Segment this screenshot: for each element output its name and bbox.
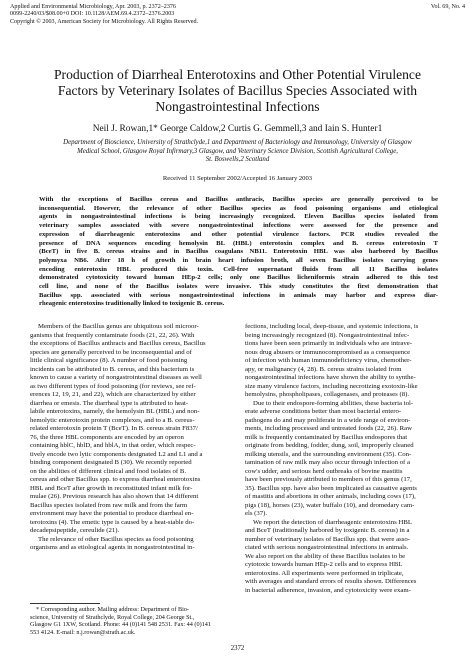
affiliation-line: St. Boswells,2 Scotland <box>205 156 270 164</box>
body-column-right <box>245 323 453 595</box>
affiliation-line: Department of Bioscience, University of Strathclyde,1 and Department of Bacteriology and Immunology, University of Glasgow <box>63 139 412 146</box>
body-line: ganisms that frequently contaminate foods (21, 22, 26). With <box>30 331 195 339</box>
body-line: labile enterotoxins, namely, the hemolysin BL (HBL) and non- <box>30 408 200 415</box>
body-line: related enterotoxin protein T (BceT). In B. cereus strain F837/ <box>30 425 198 432</box>
body-line: Bacillus species isolated from raw milk and from the farm <box>30 501 188 509</box>
body-line: on the abilities of different clinical and food isolates of B. <box>30 467 187 475</box>
abstract-line: Bacillus spp. associated with serious nongastrointestinal infections in animals may harbor and express diar- <box>39 291 438 299</box>
body-line: milking utensils, and the surrounding environment (35). Con- <box>245 450 412 458</box>
abstract-line: presence of DNA sequences encoding hemolysin BL (HBL) enterotoxin complex and B. cereus enterotoxin T <box>39 239 438 247</box>
body-line: with averages and standard errors of results shown. Differences <box>245 578 417 585</box>
body-line: being increasingly recognized (8). Nongastrointestinal infec- <box>245 331 410 339</box>
abstract-line: (BceT) in five B. cereus strains and in Bacillus coagulans NB11. Enterotoxin HBL was also harbored by Bacillus <box>39 248 438 256</box>
body-line: decadepsipeptide, cereulide (21). <box>30 527 120 534</box>
title-line: Production of Diarrheal Enterotoxins and Other Potential Virulence <box>54 67 421 82</box>
abstract-line: polymyxa NB6. After 18 h of growth in brain heart infusion broth, all seven Bacillus isolates carrying genes <box>39 256 438 264</box>
body-column-left <box>30 323 238 553</box>
abstract-line: agents in nongastrointestinal infections is being increasingly recognized. Eleven Bacillus species isolated from <box>39 213 438 221</box>
abstract-line: With the exceptions of Bacillus cereus and Bacillus anthracis, Bacillus species are generally perceived to be <box>39 196 438 203</box>
body-line: number of veterinary isolates of Bacillus spp. that were asso- <box>245 535 410 543</box>
page-number: 2372 <box>230 645 245 652</box>
body-line: els (37). <box>245 510 268 517</box>
abstract <box>39 196 438 309</box>
body-line: fections, including local, deep-tissue, and systemic infections, is <box>245 323 419 330</box>
body-line: erate adverse conditions better than most bacterial entero- <box>245 408 402 415</box>
copyright-notice: Copyright © 2003, American Society for Microbiology. All Rights Reserved. <box>10 18 199 25</box>
body-line: known to cause a variety of nongastrointestinal diseases as well <box>30 374 202 381</box>
body-line: pigs (18), horses (23), water buffalo (10), and dromedary cam- <box>245 501 415 509</box>
abstract-line: expression of diarrheagenic enterotoxins and other potential virulence factors. PCR studies revealed the <box>39 230 438 238</box>
volume-issue: Vol. 69, No. 4 <box>430 4 465 10</box>
footnote-divider <box>30 603 100 604</box>
body-line: tions have been seen primarily in individuals who are intrave- <box>245 340 413 347</box>
body-line: We also report on the ability of these Bacillus isolates to be <box>245 552 406 560</box>
body-line: Members of the Bacillus genus are ubiquitous soil microor- <box>38 323 199 330</box>
body-line: the exceptions of Bacillus anthracis and Bacillus cereus, Bacillus <box>30 340 206 347</box>
footnote-line: Glasgow G1 1XW, Scotland. Phone: 44 (0)141 548 2531. Fax: 44 (0)141 <box>30 621 211 629</box>
author-list: Neil J. Rowan,1* George Caldow,2 Curtis G. Gemmell,3 and Iain S. Hunter1 <box>92 124 383 134</box>
footnote-line: 553 4124. E-mail: n.j.rowan@strath.ac.uk. <box>30 628 136 636</box>
body-line: erences 12, 19, 21, and 22), which are characterized by either <box>30 391 196 398</box>
abstract-line: veterinary samples associated with severe nongastrointestinal infections were assessed for the presence and <box>39 222 438 230</box>
body-line: We report the detection of diarrheagenic enterotoxins HBL <box>253 518 412 526</box>
abstract-line: cell line, and none of the Bacillus isolates were invasive. This study constitutes the first demonstration that <box>39 283 438 291</box>
affiliations <box>25 139 450 165</box>
body-line: nongastrointestinal infections have shown the ability to synthe- <box>245 374 416 381</box>
body-line: binding component designated B (30). We recently reported <box>30 459 192 466</box>
body-line: 76, the three HBL components are encoded by an operon <box>30 433 184 441</box>
body-line: in bacterial adherence, invasion, and cytotoxicity were exam- <box>245 586 411 594</box>
body-line: HBL and BceT after growth in reconstituted infant milk for- <box>30 484 193 492</box>
body-line: hemolytic enterotoxin protein complexes, and to a B. cereus- <box>30 416 195 424</box>
body-line: hemolysins, phospholipases, collagenases, and proteases (8). <box>245 391 410 398</box>
journal-header <box>10 4 465 26</box>
body-line: size many virulence factors, including necrotizing exotoxin-like <box>245 382 418 390</box>
body-line: cytotoxic towards human HEp-2 cells and to express HBL <box>245 561 403 568</box>
body-line: enterotoxins. All experiments were performed in triplicate, <box>245 569 404 577</box>
abstract-line: encoding enterotoxin HBL produced this toxin. Cell-free supernatant fluids from all 11 Bacillus isolates <box>39 265 438 273</box>
body-line: containing hblC, hblD, and hblA, in that order, which respec- <box>30 442 196 449</box>
abstract-line: rheagenic enterotoxins traditionally linked to toxigenic B. cereus. <box>39 300 225 308</box>
issn-doi: 0099-2240/03/$08.00+0 DOI: 10.1128/AEM.69.4.2372–2376.2003 <box>10 11 175 18</box>
body-line: of mastitis and abortions in other animals, including cows (17), <box>245 493 416 500</box>
body-line: apy, or malignancy (4, 28). B. cereus strains isolated from <box>245 365 402 373</box>
body-line: diarrhea or emesis. The diarrheal type is attributed to heat- <box>30 399 189 407</box>
article-title <box>15 67 460 115</box>
body-line: species are generally perceived to be inconsequential and of <box>30 348 192 356</box>
body-line: terotoxins (4). The emetic type is caused by a heat-stable do- <box>30 518 195 526</box>
title-line: Nongastrointestinal Infections <box>155 99 320 114</box>
body-line: nous drug abusers or immunocompromised as a consequence <box>245 348 411 356</box>
footnote-line: * Corresponding author. Mailing address: Department of Bio- <box>36 606 189 613</box>
body-line: tively encode two lytic components designated L2 and L1 and a <box>30 450 203 458</box>
journal-citation: Applied and Environmental Microbiology, Apr. 2003, p. 2372–2376 <box>10 4 176 10</box>
body-line: incidents can be attributed to B. cereus, and this bacterium is <box>30 365 195 373</box>
body-line: ments, including processed and untreated foods (22, 26). Raw <box>245 425 413 432</box>
title-line: Factors by Veterinary Isolates of Bacillus Species Associated with <box>57 83 418 98</box>
abstract-line: inconsequential. However, the relevance of other Bacillus species as food poisoning organisms and etiological <box>39 204 438 212</box>
body-line: originate from bedding, fodder, dung, soil, improperly cleaned <box>245 442 414 449</box>
body-line: of infection with human immunodeficiency virus, chemother- <box>245 357 412 364</box>
body-line: 35). Bacillus spp. have also been implicated as causative agents <box>245 484 417 492</box>
affiliation-line: Medical School, Glasgow Royal Infirmary,3 Glasgow, and Veterinary Science Division, Scottish Agricultural College, <box>77 147 398 155</box>
body-line: as two different types of food poisoning (for reviews, see ref- <box>30 382 196 390</box>
body-line: cow's udder, and serious herd outbreaks of bovine mastitis <box>245 467 403 475</box>
body-line: environment may have the potential to produce diarrheal en- <box>30 510 194 517</box>
body-line: organisms and as etiological agents in nongastrointestinal in- <box>30 544 195 551</box>
body-line: Due to their endospore-forming abilities, these bacteria tol- <box>253 399 414 407</box>
corresponding-author-footnote <box>30 606 240 636</box>
abstract-line: demonstrated cytotoxicity toward human HEp-2 cells; only one Bacillus licheniformis strain adhered to this test <box>39 274 438 282</box>
body-line: milk is frequently contaminated by Bacillus endospores that <box>245 433 408 441</box>
footnote-line: science, University of Strathclyde, Royal College, 204 George St., <box>30 613 195 621</box>
body-line: tamination of raw milk may also occur through infection of a <box>245 459 410 466</box>
body-line: little clinical significance (8). A number of food poisoning <box>30 357 188 364</box>
body-line: cereus and other Bacillus spp. to express diarrheal enterotoxins <box>30 476 201 483</box>
body-line: and BceT (traditionally harbored by toxigenic B. cereus) in a <box>245 527 410 534</box>
body-line: pathogens do and may proliferate in a wide range of environ- <box>245 416 411 424</box>
body-line: The relevance of other Bacillus species as food poisoning <box>38 535 194 543</box>
body-line: mulae (26). Previous research has also shown that 14 different <box>30 493 199 500</box>
received-dates: Received 11 September 2002/Accepted 16 January 2003 <box>162 175 313 182</box>
body-line: have been previously attributed to members of this genus (17, <box>245 476 412 483</box>
body-line: ciated with serious nongastrointestinal infections in animals. <box>245 544 409 551</box>
